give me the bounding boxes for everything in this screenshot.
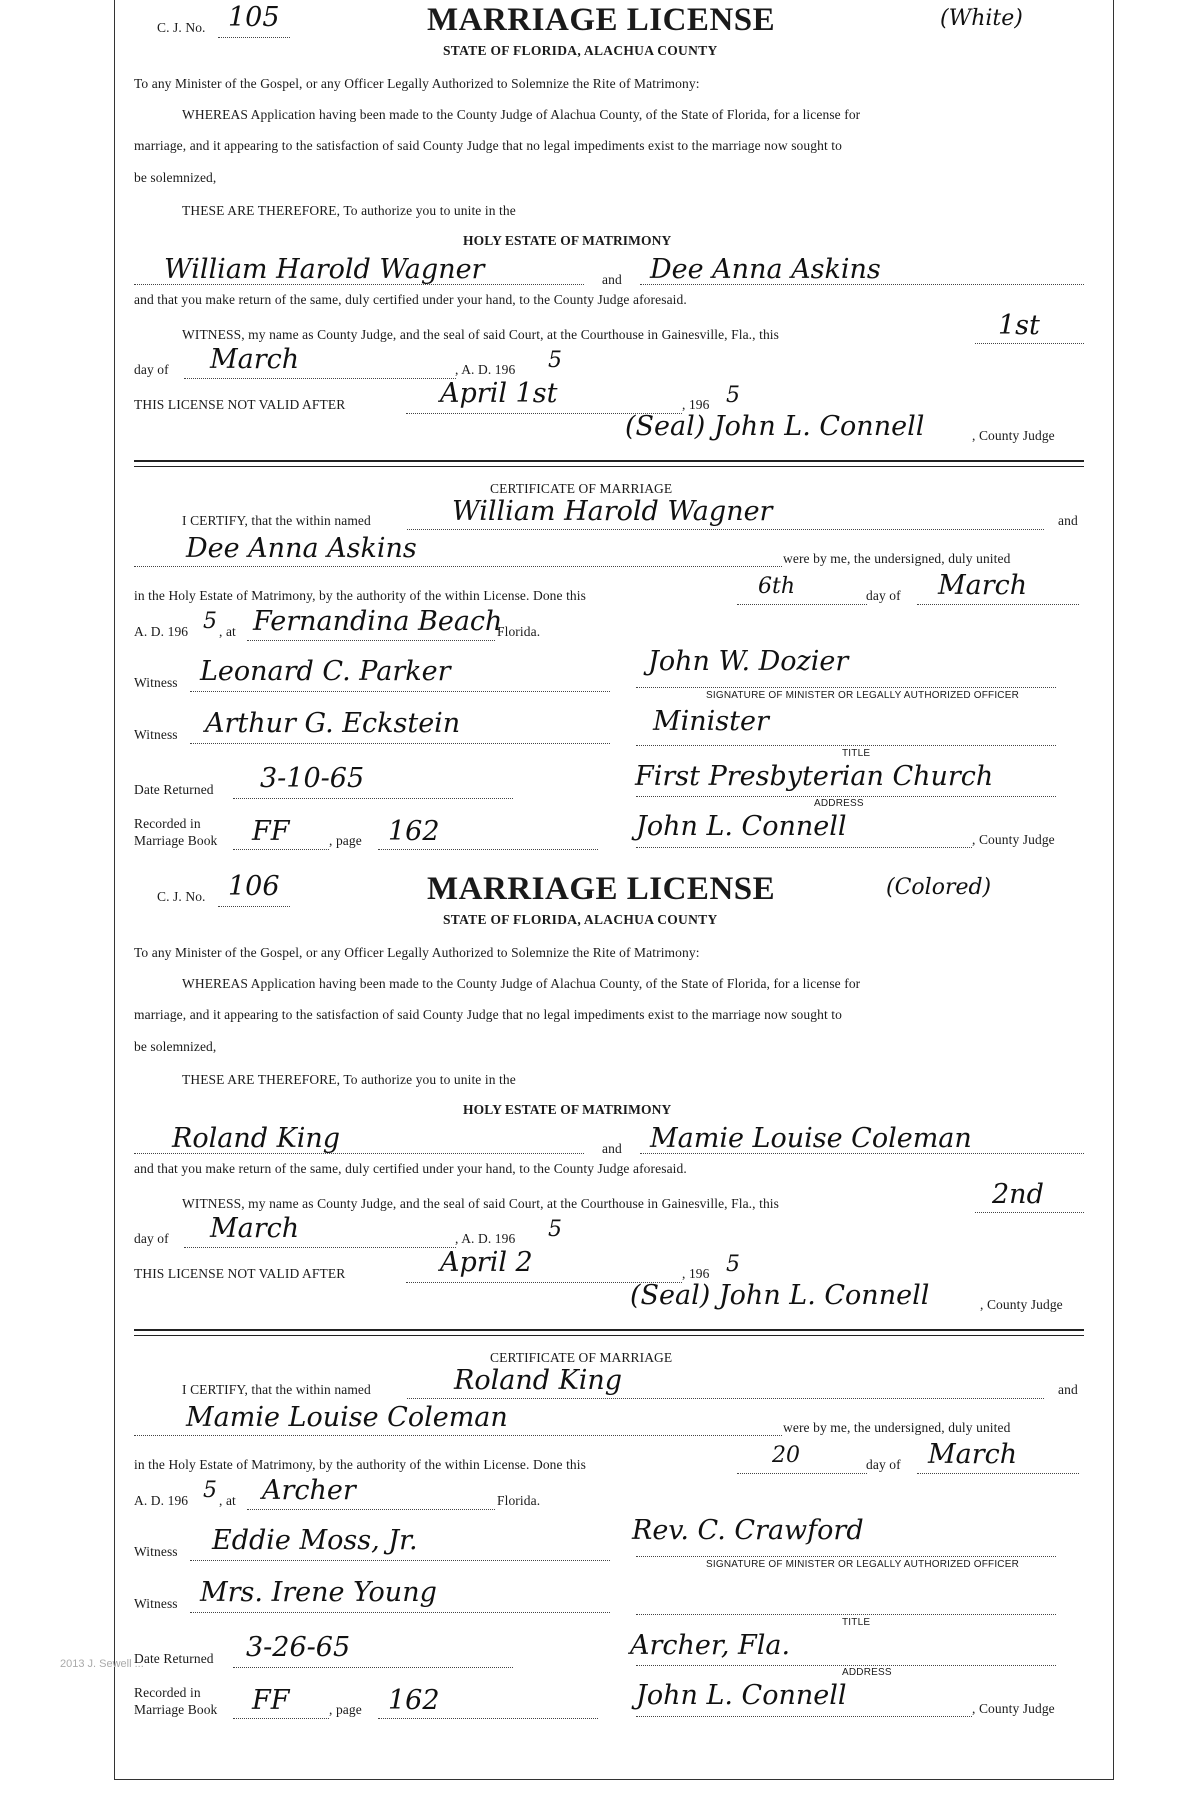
done-month: March xyxy=(928,1439,1018,1470)
recorded-judge-dotline xyxy=(636,846,972,848)
witness-1-dotline xyxy=(190,1559,610,1561)
not-valid-label: THIS LICENSE NOT VALID AFTER xyxy=(134,397,346,412)
certificate-title: CERTIFICATE OF MARRIAGE xyxy=(490,1350,673,1365)
officer-signature: John W. Dozier xyxy=(648,646,849,677)
officer-dotline xyxy=(636,686,1056,688)
groom-name: Roland King xyxy=(172,1123,341,1154)
witness-2-dotline xyxy=(190,1611,610,1613)
state-county: STATE OF FLORIDA, ALACHUA COUNTY xyxy=(443,912,718,927)
issue-year-digit: 5 xyxy=(548,1217,562,1242)
not-valid-date: April 2 xyxy=(440,1247,533,1278)
place-name: Archer xyxy=(262,1475,356,1506)
return-line: and that you make return of the same, duly certified under your hand, to the County Judge aforesaid. xyxy=(134,292,687,307)
valid-year-prefix: , 196 xyxy=(682,397,710,412)
cj-number: 105 xyxy=(228,2,280,33)
address-caption: ADDRESS xyxy=(814,798,864,809)
salutation: To any Minister of the Gospel, or any Officer Legally Authorized to Solemnize the Rite of Matrimony: xyxy=(134,76,700,91)
cert-and-label: and xyxy=(1058,1382,1078,1397)
recorded-label-1: Recorded in xyxy=(134,816,201,831)
florida-label: Florida. xyxy=(497,624,541,639)
cj-dotline xyxy=(218,905,290,907)
witness-1-label: Witness xyxy=(134,675,178,690)
bride-dotline xyxy=(640,1152,1084,1154)
scan-watermark: 2013 J. Sewell ... xyxy=(60,1658,144,1670)
section-divider xyxy=(134,1329,1084,1336)
place-name: Fernandina Beach xyxy=(253,606,503,637)
ad-label: A. D. 196 xyxy=(134,1493,189,1508)
place-dotline xyxy=(247,1508,495,1510)
title-dotline xyxy=(636,1613,1056,1615)
witness-1-dotline xyxy=(190,690,610,692)
cj-label: C. J. No. xyxy=(157,20,206,35)
witness-1-name: Eddie Moss, Jr. xyxy=(212,1525,418,1556)
witness-line: WITNESS, my name as County Judge, and the seal of said Court, at the Courthouse in Gainesville, Fla., this xyxy=(182,1196,780,1211)
groom-name: William Harold Wagner xyxy=(164,254,485,285)
page-value: 162 xyxy=(388,1685,440,1716)
ad-prefix: , A. D. 196 xyxy=(455,362,516,377)
issue-month-dotline xyxy=(184,1246,456,1248)
address-value: First Presbyterian Church xyxy=(635,761,994,792)
cert-and-label: and xyxy=(1058,513,1078,528)
witness-1-label: Witness xyxy=(134,1544,178,1559)
officer-dotline xyxy=(636,1555,1056,1557)
date-returned: 3-26-65 xyxy=(246,1632,351,1663)
groom-dotline xyxy=(134,1152,584,1154)
book-value: FF xyxy=(252,1685,290,1716)
whereas-line-2: marriage, and it appearing to the satisfaction of said County Judge that no legal impediments exist to the marriage now sought to xyxy=(134,138,842,153)
recorded-label-1: Recorded in xyxy=(134,1685,201,1700)
done-year-digit: 5 xyxy=(203,609,217,634)
issue-month: March xyxy=(210,344,300,375)
bride-dotline xyxy=(640,283,1084,285)
book-value: FF xyxy=(252,816,290,847)
and-label: and xyxy=(602,272,622,287)
page-border-bottom xyxy=(114,1779,1114,1780)
done-month-dotline xyxy=(917,1472,1079,1474)
done-day-of-label: day of xyxy=(866,588,901,603)
done-day: 20 xyxy=(772,1443,800,1468)
issue-day-dotline xyxy=(975,1211,1084,1213)
valid-year-digit: 5 xyxy=(726,383,740,408)
cert-groom-dotline xyxy=(407,528,1044,530)
county-judge-label: , County Judge xyxy=(980,1297,1063,1312)
done-month: March xyxy=(938,570,1028,601)
date-returned-dotline xyxy=(233,1666,513,1668)
united-text: were by me, the undersigned, duly united xyxy=(783,551,1011,566)
page-dotline xyxy=(378,848,598,850)
therefore-line: THESE ARE THEREFORE, To authorize you to unite in the xyxy=(182,1072,516,1087)
day-of-label: day of xyxy=(134,362,169,377)
at-label: , at xyxy=(219,624,236,639)
cert-bride-name: Dee Anna Askins xyxy=(186,533,417,564)
witness-2-name: Arthur G. Eckstein xyxy=(205,708,461,739)
at-label: , at xyxy=(219,1493,236,1508)
return-line: and that you make return of the same, duly certified under your hand, to the County Judge aforesaid. xyxy=(134,1161,687,1176)
cert-bride-dotline xyxy=(134,565,782,567)
witness-line: WITNESS, my name as County Judge, and the seal of said Court, at the Courthouse in Gainesville, Fla., this xyxy=(182,327,780,342)
title-value: Archer, Fla. xyxy=(630,1630,791,1661)
officer-signature: Rev. C. Crawford xyxy=(632,1515,864,1546)
valid-year-digit: 5 xyxy=(726,1252,740,1277)
done-month-dotline xyxy=(917,603,1079,605)
recorded-label-2: Marriage Book xyxy=(134,833,218,848)
issue-day: 2nd xyxy=(992,1179,1044,1210)
page-label: , page xyxy=(329,833,362,848)
certify-label: I CERTIFY, that the within named xyxy=(182,1382,371,1397)
holy-estate-heading: HOLY ESTATE OF MATRIMONY xyxy=(463,233,672,248)
recorded-judge-signature: John L. Connell xyxy=(636,811,847,842)
cert-bride-name: Mamie Louise Coleman xyxy=(186,1402,508,1433)
officer-caption: SIGNATURE OF MINISTER OR LEGALLY AUTHORIZED OFFICER xyxy=(706,690,1020,701)
book-dotline xyxy=(233,848,329,850)
marriage-license-105 xyxy=(0,0,1200,860)
issue-year-digit: 5 xyxy=(548,348,562,373)
issue-month: March xyxy=(210,1213,300,1244)
cj-label: C. J. No. xyxy=(157,889,206,904)
not-valid-date: April 1st xyxy=(440,378,558,409)
recorded-label-2: Marriage Book xyxy=(134,1702,218,1717)
issue-day: 1st xyxy=(998,310,1040,341)
witness-1-name: Leonard C. Parker xyxy=(200,656,451,687)
address-dotline xyxy=(636,795,1056,797)
license-title: MARRIAGE LICENSE xyxy=(427,2,776,38)
valid-year-prefix: , 196 xyxy=(682,1266,710,1281)
holy-estate-heading: HOLY ESTATE OF MATRIMONY xyxy=(463,1102,672,1117)
done-day-of-label: day of xyxy=(866,1457,901,1472)
ad-prefix: , A. D. 196 xyxy=(455,1231,516,1246)
recorded-judge-signature: John L. Connell xyxy=(636,1680,847,1711)
holy-estate-text: in the Holy Estate of Matrimony, by the authority of the within License. Done this xyxy=(134,588,586,603)
witness-2-label: Witness xyxy=(134,727,178,742)
date-returned: 3-10-65 xyxy=(260,763,365,794)
date-returned-label: Date Returned xyxy=(134,782,214,797)
marriage-license-106 xyxy=(0,869,1200,1729)
done-day: 6th xyxy=(758,574,796,599)
holy-estate-text: in the Holy Estate of Matrimony, by the authority of the within License. Done this xyxy=(134,1457,586,1472)
ad-label: A. D. 196 xyxy=(134,624,189,639)
certificate-title: CERTIFICATE OF MARRIAGE xyxy=(490,481,673,496)
date-returned-label: Date Returned xyxy=(134,1651,214,1666)
whereas-line-3: be solemnized, xyxy=(134,1039,217,1054)
issue-month-dotline xyxy=(184,377,456,379)
witness-2-name: Mrs. Irene Young xyxy=(200,1577,437,1608)
page-value: 162 xyxy=(388,816,440,847)
united-text: were by me, the undersigned, duly united xyxy=(783,1420,1011,1435)
cj-number: 106 xyxy=(228,871,280,902)
cert-groom-name: William Harold Wagner xyxy=(452,496,773,527)
license-title: MARRIAGE LICENSE xyxy=(427,871,776,907)
whereas-line-1: WHEREAS Application having been made to the County Judge of Alachua County, of the State of Florida, for a license for xyxy=(182,976,861,991)
place-dotline xyxy=(247,639,495,641)
judge-signature: (Seal) John L. Connell xyxy=(630,1280,930,1311)
groom-dotline xyxy=(134,283,584,285)
done-day-dotline xyxy=(737,603,867,605)
therefore-line: THESE ARE THEREFORE, To authorize you to unite in the xyxy=(182,203,516,218)
page-dotline xyxy=(378,1717,598,1719)
cert-groom-dotline xyxy=(407,1397,1044,1399)
title-caption: TITLE xyxy=(842,748,871,759)
recorded-judge-label: , County Judge xyxy=(972,832,1055,847)
county-judge-label: , County Judge xyxy=(972,428,1055,443)
address-caption: ADDRESS xyxy=(842,1667,892,1678)
page-label: , page xyxy=(329,1702,362,1717)
certify-label: I CERTIFY, that the within named xyxy=(182,513,371,528)
cj-dotline xyxy=(218,36,290,38)
whereas-line-2: marriage, and it appearing to the satisfaction of said County Judge that no legal impediments exist to the marriage now sought to xyxy=(134,1007,842,1022)
witness-2-label: Witness xyxy=(134,1596,178,1611)
title-caption: TITLE xyxy=(842,1617,871,1628)
bride-name: Dee Anna Askins xyxy=(650,254,881,285)
cert-bride-dotline xyxy=(134,1434,782,1436)
whereas-line-3: be solemnized, xyxy=(134,170,217,185)
cert-groom-name: Roland King xyxy=(454,1365,623,1396)
judge-signature: (Seal) John L. Connell xyxy=(625,411,925,442)
recorded-judge-label: , County Judge xyxy=(972,1701,1055,1716)
race-note: (Colored) xyxy=(886,875,992,900)
recorded-judge-dotline xyxy=(636,1715,972,1717)
bride-name: Mamie Louise Coleman xyxy=(650,1123,972,1154)
state-county: STATE OF FLORIDA, ALACHUA COUNTY xyxy=(443,43,718,58)
not-valid-label: THIS LICENSE NOT VALID AFTER xyxy=(134,1266,346,1281)
day-of-label: day of xyxy=(134,1231,169,1246)
officer-caption: SIGNATURE OF MINISTER OR LEGALLY AUTHORIZED OFFICER xyxy=(706,1559,1020,1570)
florida-label: Florida. xyxy=(497,1493,541,1508)
whereas-line-1: WHEREAS Application having been made to the County Judge of Alachua County, of the State of Florida, for a license for xyxy=(182,107,861,122)
book-dotline xyxy=(233,1717,329,1719)
title-dotline xyxy=(636,744,1056,746)
address-dotline xyxy=(636,1664,1056,1666)
title-value: Minister xyxy=(653,706,769,737)
issue-day-dotline xyxy=(975,342,1084,344)
date-returned-dotline xyxy=(233,797,513,799)
witness-2-dotline xyxy=(190,742,610,744)
done-day-dotline xyxy=(737,1472,867,1474)
done-year-digit: 5 xyxy=(203,1478,217,1503)
salutation: To any Minister of the Gospel, or any Officer Legally Authorized to Solemnize the Rite of Matrimony: xyxy=(134,945,700,960)
section-divider xyxy=(134,460,1084,467)
race-note: (White) xyxy=(940,6,1023,31)
and-label: and xyxy=(602,1141,622,1156)
